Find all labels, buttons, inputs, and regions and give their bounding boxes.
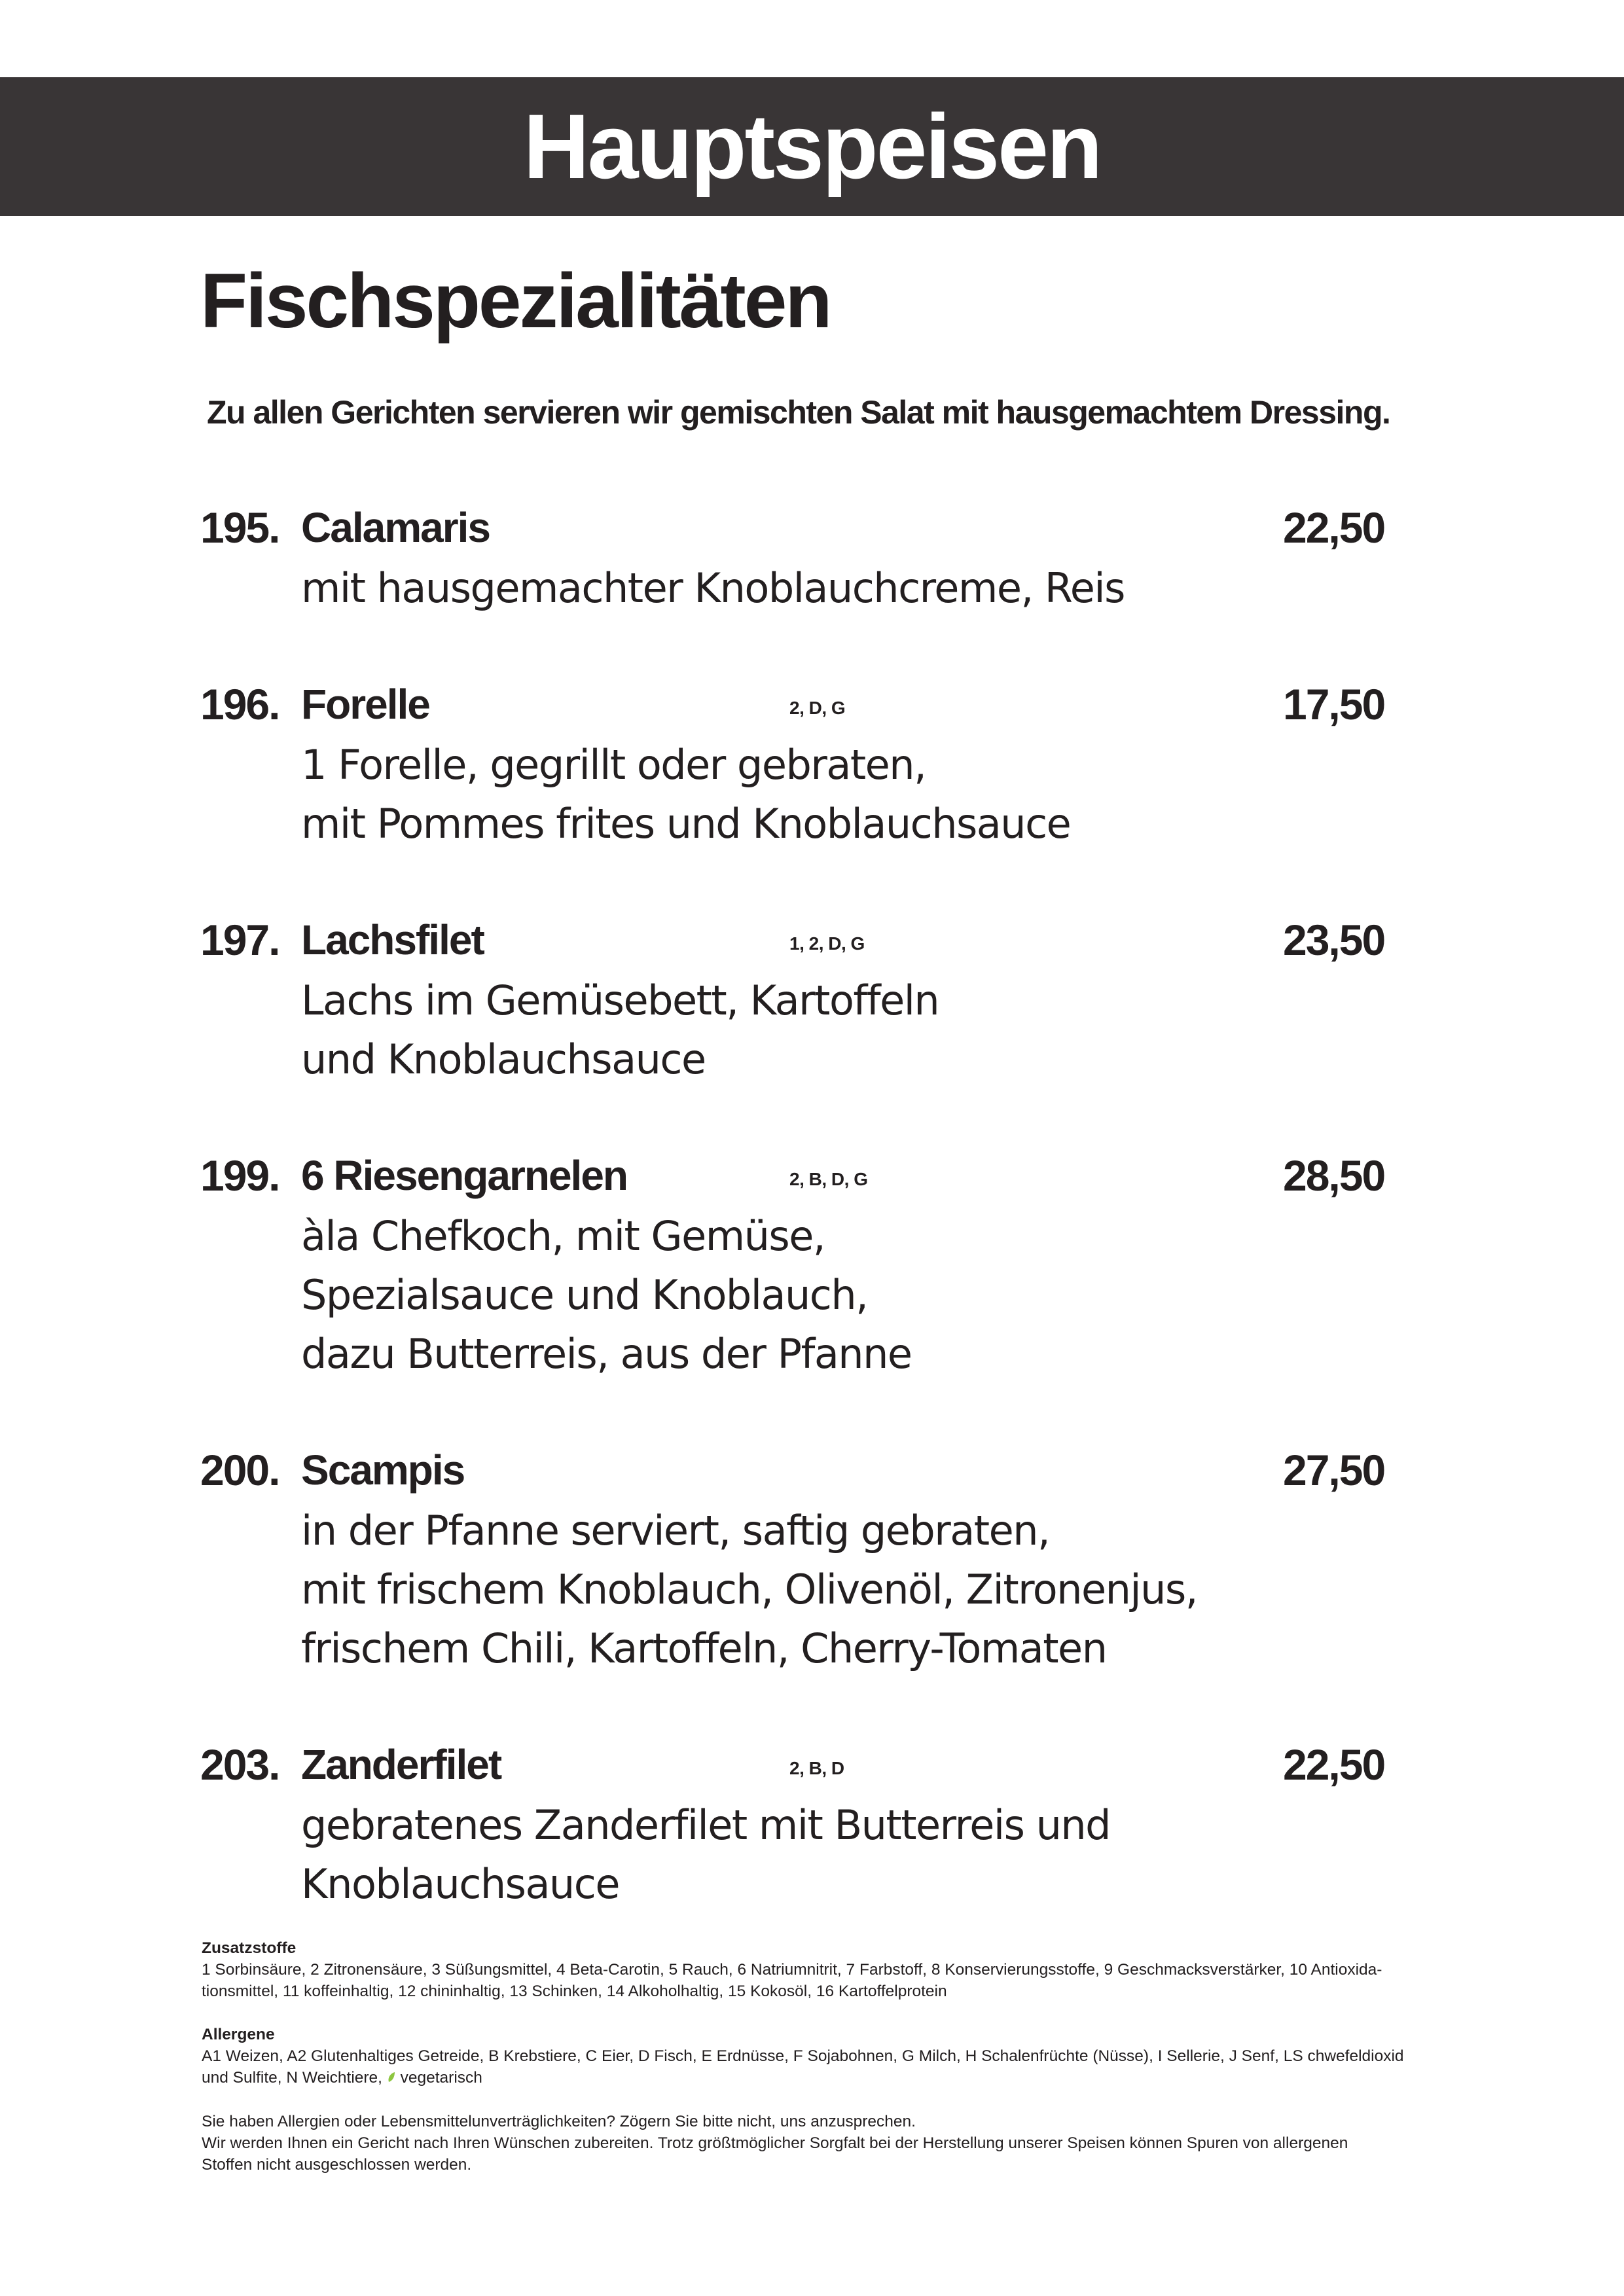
additives-line: tionsmittel, 11 koffeinhaltig, 12 chininhaltig, 13 Schinken, 14 Alkoholhaltig, 15 Kokosöl, 16 Kartoffelprotein [202, 1982, 947, 2000]
menu-item-195 [200, 496, 1444, 618]
allergens-block [202, 2024, 1445, 2089]
leaf-icon [387, 2068, 396, 2089]
notice-line: Wir werden Ihnen ein Gericht nach Ihren Wünschen zubereiten. Trotz größtmöglicher Sorgfalt bei der Herstellung unserer Speisen können Spuren von allergenen [202, 2134, 1348, 2153]
description-line: Lachs im Gemüsebett, Kartoffeln [301, 977, 939, 1024]
header-bar [0, 77, 1624, 216]
item-allergen-codes: 2, B, D [789, 1758, 844, 1778]
additives-heading: Zusatzstoffe [202, 1939, 297, 1957]
allergens-line [202, 2067, 1445, 2089]
item-price: 22,50 [1283, 1740, 1385, 1789]
section-title: Fischspezialitäten [200, 258, 831, 344]
notice-block [202, 2111, 1445, 2176]
item-price: 27,50 [1283, 1446, 1385, 1494]
page-title: Hauptspeisen [523, 95, 1101, 198]
notice-line: Stoffen nicht ausgeschlossen werden. [202, 2156, 472, 2174]
description-line: in der Pfanne serviert, saftig gebraten, [301, 1507, 1050, 1554]
description-line: und Knoblauchsauce [301, 1035, 706, 1083]
item-number: 199. [200, 1151, 280, 1200]
menu-item-196 [200, 673, 1444, 853]
description-line: Knoblauchsauce [301, 1860, 619, 1908]
allergens-line: A1 Weizen, A2 Glutenhaltiges Getreide, B Krebstiere, C Eier, D Fisch, E Erdnüsse, F Sojabohnen, G Milch, H Schalenfrüchte (Nüsse), I Sellerie, J Senf, LS chwefeldioxid [202, 2047, 1404, 2065]
notice-line: Sie haben Allergien oder Lebensmittelunverträglichkeiten? Zögern Sie bitte nicht, uns anzusprechen. [202, 2113, 916, 2131]
item-price: 23,50 [1283, 916, 1385, 964]
description-line: frischem Chili, Kartoffeln, Cherry-Tomaten [301, 1624, 1107, 1672]
item-name: Forelle [301, 681, 429, 728]
footnotes [202, 1937, 1445, 2197]
item-allergen-codes: 1, 2, D, G [789, 933, 865, 954]
item-number: 195. [200, 503, 280, 552]
item-number: 203. [200, 1740, 280, 1789]
additives-line: 1 Sorbinsäure, 2 Zitronensäure, 3 Süßungsmittel, 4 Beta-Carotin, 5 Rauch, 6 Natriumnitrit, 7 Farbstoff, 8 Konservierungsstoffe, 9 Geschmacksverstärker, 10 Antioxida- [202, 1961, 1382, 1979]
description-line: mit hausgemachter Knoblauchcreme, Reis [301, 564, 1125, 612]
item-name: Lachsfilet [301, 916, 484, 963]
item-name: Scampis [301, 1446, 465, 1494]
description-line: mit frischem Knoblauch, Olivenöl, Zitronenjus, [301, 1566, 1197, 1613]
description-line: mit Pommes frites und Knoblauchsauce [301, 800, 1071, 848]
item-description [301, 736, 1444, 853]
item-price: 22,50 [1283, 503, 1385, 552]
item-number: 196. [200, 680, 280, 728]
allergens-heading: Allergene [202, 2026, 275, 2043]
additives-block [202, 1937, 1445, 2002]
item-allergen-codes: 2, B, D, G [789, 1169, 868, 1189]
section-intro: Zu allen Gerichten servieren wir gemischten Salat mit hausgemachtem Dressing. [207, 394, 1390, 431]
menu-item-203 [200, 1733, 1444, 1914]
allergens-line-prefix: und Sulfite, N Weichtiere, [202, 2069, 382, 2087]
item-allergen-codes: 2, D, G [789, 698, 846, 718]
item-name: Zanderfilet [301, 1741, 501, 1788]
item-description [301, 971, 1444, 1089]
vegetarian-label: vegetarisch [400, 2069, 482, 2087]
item-description [301, 1796, 1444, 1914]
item-number: 197. [200, 916, 280, 964]
description-line: 1 Forelle, gegrillt oder gebraten, [301, 741, 926, 789]
description-line: àla Chefkoch, mit Gemüse, [301, 1212, 825, 1260]
description-line: dazu Butterreis, aus der Pfanne [301, 1330, 912, 1378]
menu-item-197 [200, 908, 1444, 1089]
item-name: Calamaris [301, 504, 490, 551]
item-description [301, 1207, 1444, 1384]
item-price: 17,50 [1283, 680, 1385, 728]
menu-item-199 [200, 1144, 1444, 1384]
item-number: 200. [200, 1446, 280, 1494]
description-line: gebratenes Zanderfilet mit Butterreis und [301, 1801, 1111, 1849]
item-price: 28,50 [1283, 1151, 1385, 1200]
item-description [301, 1501, 1444, 1678]
description-line: Spezialsauce und Knoblauch, [301, 1271, 868, 1319]
menu-item-200 [200, 1439, 1444, 1678]
item-description [301, 559, 1444, 618]
item-name: 6 Riesengarnelen [301, 1152, 627, 1199]
